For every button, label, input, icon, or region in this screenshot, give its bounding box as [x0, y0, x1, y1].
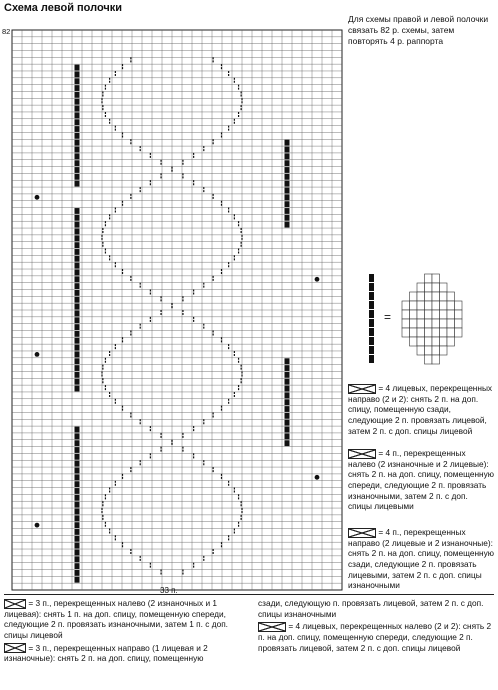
legend-item-cross-4-left-k	[258, 621, 494, 653]
knitting-grid	[0, 12, 345, 596]
cross-symbol-icon	[348, 449, 376, 459]
stitch-count-label: 33 п.	[160, 586, 178, 595]
cross-symbol-icon	[258, 622, 286, 632]
cross-symbol-icon	[348, 384, 376, 394]
legend-bottom-right	[258, 598, 494, 653]
chart-title: Схема левой полочки	[4, 2, 123, 14]
legend-bottom-left	[4, 598, 254, 664]
cross-symbol-icon	[4, 643, 26, 653]
cross-symbol-icon	[348, 528, 376, 538]
legend-item-cross-4-left	[348, 448, 494, 512]
legend-text: = 3 п., перекрещенных налево (2 изнаночных и 1 лицевая): снять 1 п. на доп. спицу, помещенную спереди, следующие 2 п. провязать изнаночными, затем 1 п. с доп. спицы лицевой	[4, 598, 228, 640]
chart-note: Для схемы правой и левой полочки связать 82 р. схемы, затем повторять 4 р. раппорта	[348, 14, 489, 46]
legend-text: = 4 лицевых, перекрещенных направо (2 и 2): снять 2 п. на доп. спицу, помещенную сзади, следующие 2 п. провязать лицевой, затем 2 п. с доп. спицы лицевой	[348, 383, 493, 436]
legend-text: = 4 п., перекрещенных направо (2 лицевые и 2 изнаночные): снять 2 п. на доп. спицу, помещенную сзади, следующие 2 п. провязать лицевыми, затем 2 п. с доп. спицы изнаночными	[348, 527, 494, 591]
row-number-label: 82	[2, 27, 11, 36]
legend-text: = 4 лицевых, перекрещенных налево (2 и 2): снять 2 п. на доп. спицу, помещенную спереди, следующие 2 п. провязать лицевой, затем 2 п. с доп. спицы лицевой	[258, 621, 492, 653]
legend-text-continued: сзади, следующую п. провязать лицевой, затем 2 п. с доп. спицы изнаночными	[258, 598, 484, 619]
legend-text: = 4 п., перекрещенных налево (2 изнаночные и 2 лицевые): снять 2 п. на доп. спицу, помещенную спереди, следующие 2 п. провязать изнаночными, затем 2 п. с доп. спицы лицевыми	[348, 448, 494, 512]
legend-item-cross-4-right-p	[348, 527, 494, 591]
equals-sign: =	[384, 310, 392, 324]
legend-item-cross-3-right	[4, 643, 254, 664]
legend-text: = 3 п., перекрещенных направо (1 лицевая и 2 изнаночные): снять 2 п. на доп. спицу, помещенную	[4, 642, 208, 664]
legend-item-cross-4-right	[348, 383, 494, 436]
knitting-chart	[0, 12, 345, 612]
cross-symbol-icon	[4, 599, 26, 609]
divider	[4, 594, 494, 595]
legend-item-cross-3-left	[4, 598, 254, 641]
